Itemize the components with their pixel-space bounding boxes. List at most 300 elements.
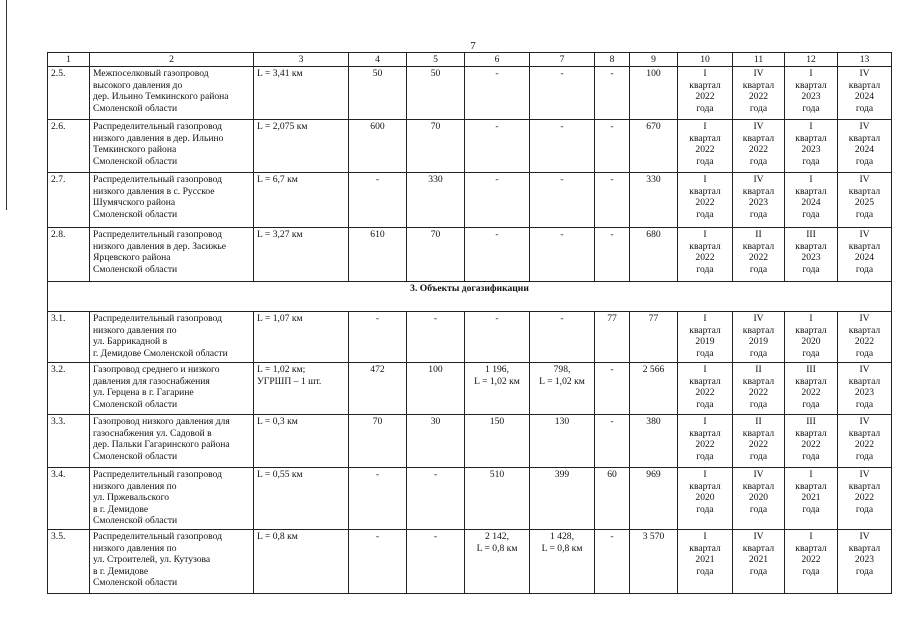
table-row [48,363,892,415]
object-name-line: Смоленской области [93,450,178,462]
object-name-line: Распределительный газопровод [93,531,223,543]
deadline-q13 [838,120,892,173]
value-c7: - [530,173,595,228]
deadline-q13 [838,530,892,594]
deadline-line: 2023 [801,252,821,264]
deadline-line: I [703,364,707,376]
deadline-q12 [785,120,838,173]
deadline-q12 [785,415,838,468]
deadline-line: 2022 [854,492,875,504]
deadline-line: года [749,102,768,114]
deadline-line: года [855,155,874,167]
deadline-line: IV [753,313,764,325]
value-c6: - [465,228,530,282]
deadline-q11 [733,173,785,228]
deadline-line: 2023 [801,144,821,156]
deadline-q10 [678,363,733,415]
binding-margin-line [6,0,7,210]
deadline-line: квартал [795,324,827,336]
deadline-line: квартал [795,240,827,252]
deadline-line: 2022 [854,439,875,451]
deadline-line: 2022 [695,144,715,156]
deadline-q10 [678,415,733,468]
pipeline-length: L = 0,8 км [254,530,349,594]
object-name-line: дер. Ильино Темкинского района [93,91,229,103]
deadline-line: 2023 [748,197,769,209]
deadline-q13 [838,363,892,415]
object-name-line: дер. Пальки Гагаринского района [93,439,230,451]
object-name-line: ул. Строителей, ул. Кутузова [93,554,211,566]
value-c6: - [465,173,530,228]
object-name-line: Смоленской области [93,263,178,275]
pipeline-length: L = 1,07 км [254,312,349,363]
object-name-line: Распределительный газопровод [93,313,223,325]
value-c8: - [595,120,630,173]
deadline-q10 [678,228,733,282]
object-name-line: Распределительный газопровод [93,121,223,133]
value-c4: - [349,468,407,530]
value-c4: - [349,312,407,363]
deadline-line: года [696,503,714,515]
deadline-line: III [806,364,816,376]
object-name-line: Смоленской области [93,398,178,410]
table-body [48,53,892,594]
deadline-q10 [678,173,733,228]
col-header-12: 12 [785,53,838,67]
deadline-line: 2022 [748,439,769,451]
col-header-13: 13 [838,53,892,67]
deadline-line: квартал [795,542,827,554]
value-c8: 60 [595,468,630,530]
deadline-line: I [703,469,707,481]
deadline-q13 [838,468,892,530]
object-name [90,363,254,415]
deadline-line: IV [753,174,764,186]
deadline-line: IV [859,416,870,428]
col-header-4: 4 [349,53,407,67]
object-name-line: Смоленской области [93,208,178,220]
table-row [48,67,892,120]
deadline-line: 2023 [854,554,875,566]
deadline-line: квартал [742,480,775,492]
deadline-line: IV [859,531,870,543]
section-title: 3. Объекты догазификации [48,282,892,312]
table-row [48,530,892,594]
deadline-line: года [855,347,874,359]
object-name-line: ул. Пржевальского [93,492,170,504]
object-name-line: ул. Баррикадной в [93,336,168,348]
deadline-line: I [703,229,707,241]
value-c9: 969 [630,468,678,530]
deadline-line: квартал [848,79,881,91]
deadline-line: года [802,102,820,114]
deadline-line: квартал [795,132,827,144]
deadline-line: квартал [689,480,721,492]
value-c5: 70 [407,120,465,173]
item-number: 3.3. [48,415,90,468]
deadline-line: I [703,68,707,80]
table-row [48,120,892,173]
deadline-line: IV [753,68,764,80]
value-c7: - [530,312,595,363]
value-c4: - [349,173,407,228]
deadline-line: года [749,450,768,462]
deadline-line: года [696,102,714,114]
col-header-8: 8 [595,53,630,67]
deadline-line: IV [859,364,870,376]
deadline-line: 2019 [695,336,715,348]
deadline-line: 2020 [695,492,715,504]
pipeline-length: L = 1,02 км; УГРШП – 1 шт. [254,363,349,415]
deadline-line: квартал [795,79,827,91]
deadline-line: IV [859,174,870,186]
object-name-line: Ярцевского района [93,252,171,264]
deadline-q13 [838,228,892,282]
deadline-line: квартал [848,427,881,439]
object-name-line: Смоленской области [93,102,178,114]
deadline-line: квартал [689,375,721,387]
deadline-line: года [696,263,714,275]
deadline-line: квартал [795,480,827,492]
deadline-line: квартал [795,185,827,197]
deadline-line: года [855,450,874,462]
deadline-line: года [855,263,874,275]
table-row [48,228,892,282]
deadline-line: 2022 [695,252,715,264]
value-c8: - [595,173,630,228]
object-name [90,415,254,468]
value-c8: - [595,530,630,594]
deadline-line: 2024 [854,144,875,156]
deadline-line: I [809,174,813,186]
deadline-line: 2022 [801,439,821,451]
deadline-q11 [733,120,785,173]
value-c5: - [407,312,465,363]
object-name [90,120,254,173]
deadline-line: года [802,347,820,359]
pipeline-length: L = 0,55 км [254,468,349,530]
object-name [90,468,254,530]
deadline-line: IV [859,68,870,80]
deadline-line: II [755,364,762,376]
deadline-line: IV [859,313,870,325]
item-number: 2.7. [48,173,90,228]
object-name-line: высокого давления до [93,79,183,91]
deadline-q10 [678,120,733,173]
deadline-line: IV [859,121,870,133]
value-c6: - [465,312,530,363]
deadline-line: 2020 [801,336,821,348]
object-name-line: Газопровод среднего и низкого [93,364,220,376]
deadline-line: квартал [795,427,827,439]
deadline-q11 [733,228,785,282]
deadline-line: IV [753,469,764,481]
value-c4: - [349,530,407,594]
item-number: 3.5. [48,530,90,594]
deadline-line: года [749,208,768,220]
col-header-2: 2 [90,53,254,67]
value-c5: 30 [407,415,465,468]
page-number: 7 [470,40,476,52]
object-name-line: давления для газоснабжения [93,375,210,387]
deadline-q11 [733,312,785,363]
deadline-line: года [855,208,874,220]
deadline-line: I [703,416,707,428]
deadline-q11 [733,468,785,530]
deadline-line: квартал [742,542,775,554]
deadline-line: 2022 [695,439,715,451]
deadline-line: 2022 [748,91,769,103]
deadline-line: II [755,229,762,241]
object-name-line: низкого давления по [93,324,177,336]
col-header-5: 5 [407,53,465,67]
deadline-q13 [838,173,892,228]
object-name-line: Смоленской области [93,577,178,589]
deadline-line: года [749,565,768,577]
value-c5: 70 [407,228,465,282]
deadline-line: квартал [742,185,775,197]
deadline-line: квартал [742,240,775,252]
object-name-line: низкого давления по [93,480,177,492]
deadline-line: квартал [689,240,721,252]
deadline-q12 [785,67,838,120]
deadline-line: I [809,313,813,325]
pipeline-length: L = 3,27 км [254,228,349,282]
object-name [90,228,254,282]
deadline-line: года [802,450,820,462]
deadline-q11 [733,530,785,594]
value-c4: 600 [349,120,407,173]
value-c9: 380 [630,415,678,468]
deadline-line: квартал [689,185,721,197]
pipeline-length: L = 2,075 км [254,120,349,173]
item-number: 2.8. [48,228,90,282]
item-number: 3.2. [48,363,90,415]
deadline-line: квартал [689,132,721,144]
object-name [90,312,254,363]
value-c5: 100 [407,363,465,415]
deadline-line: 2024 [854,91,875,103]
deadline-line: 2022 [695,387,715,399]
deadline-line: 2022 [801,387,821,399]
object-name-line: ул. Герцена в г. Гагарине [93,387,194,399]
deadline-q13 [838,312,892,363]
deadline-q12 [785,530,838,594]
item-number: 2.5. [48,67,90,120]
deadline-line: 2024 [854,252,875,264]
value-c8: 77 [595,312,630,363]
value-c7: 399 [530,468,595,530]
deadline-line: года [802,263,820,275]
deadline-line: IV [859,229,870,241]
deadline-line: 2022 [801,554,821,566]
deadline-line: I [703,313,707,325]
deadline-line: III [806,229,816,241]
deadline-q12 [785,228,838,282]
deadline-line: IV [859,469,870,481]
deadline-line: I [809,68,813,80]
deadline-line: года [696,347,714,359]
value-c6: - [465,120,530,173]
object-name [90,173,254,228]
value-c9: 77 [630,312,678,363]
value-c8: - [595,415,630,468]
deadline-line: года [855,565,874,577]
object-name [90,67,254,120]
deadline-line: года [696,155,714,167]
deadline-line: года [802,208,820,220]
deadline-q12 [785,468,838,530]
pipeline-length: L = 0,3 км [254,415,349,468]
pipeline-length: L = 3,41 км [254,67,349,120]
deadline-line: квартал [848,375,881,387]
col-header-10: 10 [678,53,733,67]
item-number: 3.1. [48,312,90,363]
deadline-line: года [696,398,714,410]
value-c6: 2 142, L = 0,8 км [465,530,530,594]
value-c8: - [595,228,630,282]
object-name-line: в г. Демидове [93,503,149,515]
col-header-7: 7 [530,53,595,67]
deadline-q10 [678,67,733,120]
deadline-line: года [696,450,714,462]
deadline-q10 [678,312,733,363]
value-c5: 50 [407,67,465,120]
deadline-line: IV [753,531,764,543]
deadline-line: квартал [848,132,881,144]
value-c9: 2 566 [630,363,678,415]
deadline-q12 [785,363,838,415]
value-c9: 670 [630,120,678,173]
object-name-line: низкого давления в с. Русское [93,185,215,197]
deadline-line: года [802,398,820,410]
value-c4: 610 [349,228,407,282]
value-c6: 510 [465,468,530,530]
value-c9: 100 [630,67,678,120]
section-row [48,282,892,312]
deadline-line: 2021 [748,554,769,566]
value-c9: 3 570 [630,530,678,594]
deadline-line: года [855,503,874,515]
value-c7: 798, L = 1,02 км [530,363,595,415]
deadline-line: квартал [689,79,721,91]
object-name-line: Межпоселковый газопровод [93,68,209,80]
value-c8: - [595,67,630,120]
col-header-9: 9 [630,53,678,67]
value-c5: - [407,530,465,594]
deadline-line: года [749,347,768,359]
deadline-line: 2022 [748,144,769,156]
deadline-line: года [855,102,874,114]
value-c9: 330 [630,173,678,228]
deadline-line: квартал [848,324,881,336]
col-header-6: 6 [465,53,530,67]
deadline-line: III [806,416,816,428]
table-row [48,415,892,468]
deadline-line: года [696,208,714,220]
object-name-line: Распределительный газопровод [93,229,223,241]
deadline-line: года [855,398,874,410]
deadline-line: I [703,174,707,186]
deadline-line: года [749,398,768,410]
deadline-line: 2022 [695,197,715,209]
object-name-line: г. Демидове Смоленской области [93,347,228,359]
object-name-line: газоснабжения ул. Садовой в [93,427,212,439]
object-name-line: Распределительный газопровод [93,469,223,481]
deadline-line: II [755,416,762,428]
deadline-line: 2025 [854,197,875,209]
value-c7: - [530,228,595,282]
deadline-q10 [678,530,733,594]
item-number: 2.6. [48,120,90,173]
deadline-q13 [838,415,892,468]
deadline-line: года [802,565,820,577]
deadline-line: I [703,531,707,543]
deadline-line: квартал [689,427,721,439]
object-name-line: Газопровод низкого давления для [93,416,230,428]
deadline-q13 [838,67,892,120]
col-header-3: 3 [254,53,349,67]
deadline-line: квартал [742,132,775,144]
value-c5: 330 [407,173,465,228]
deadline-line: квартал [848,185,881,197]
deadline-line: года [696,565,714,577]
value-c4: 70 [349,415,407,468]
object-name-line: низкого давления по [93,542,177,554]
deadline-line: 2022 [748,252,769,264]
object-name-line: низкого давления в дер. Ильино [93,132,224,144]
deadline-line: квартал [742,427,775,439]
deadline-line: 2023 [854,387,875,399]
object-name [90,530,254,594]
table-row [48,173,892,228]
deadline-q11 [733,415,785,468]
table-row [48,468,892,530]
deadline-line: квартал [848,542,881,554]
value-c9: 680 [630,228,678,282]
value-c7: - [530,120,595,173]
value-c7: 130 [530,415,595,468]
gasification-table [47,52,892,594]
item-number: 3.4. [48,468,90,530]
deadline-line: квартал [742,375,775,387]
value-c7: - [530,67,595,120]
deadline-q11 [733,363,785,415]
deadline-line: 2022 [748,387,769,399]
deadline-line: I [809,531,813,543]
value-c4: 50 [349,67,407,120]
deadline-line: квартал [742,79,775,91]
deadline-line: года [802,155,820,167]
deadline-line: года [749,503,768,515]
deadline-line: 2022 [695,91,715,103]
value-c5: - [407,468,465,530]
deadline-line: I [809,469,813,481]
deadline-line: квартал [689,542,721,554]
table-row [48,312,892,363]
deadline-line: года [749,155,768,167]
value-c6: 150 [465,415,530,468]
value-c8: - [595,363,630,415]
col-header-1: 1 [48,53,90,67]
object-name-line: Темкинского района [93,144,177,156]
object-name-line: в г. Демидове [93,565,149,577]
deadline-line: I [809,121,813,133]
deadline-line: квартал [742,324,775,336]
object-name-line: Шумячского района [93,197,176,209]
deadline-line: квартал [848,240,881,252]
value-c7: 1 428, L = 0,8 км [530,530,595,594]
